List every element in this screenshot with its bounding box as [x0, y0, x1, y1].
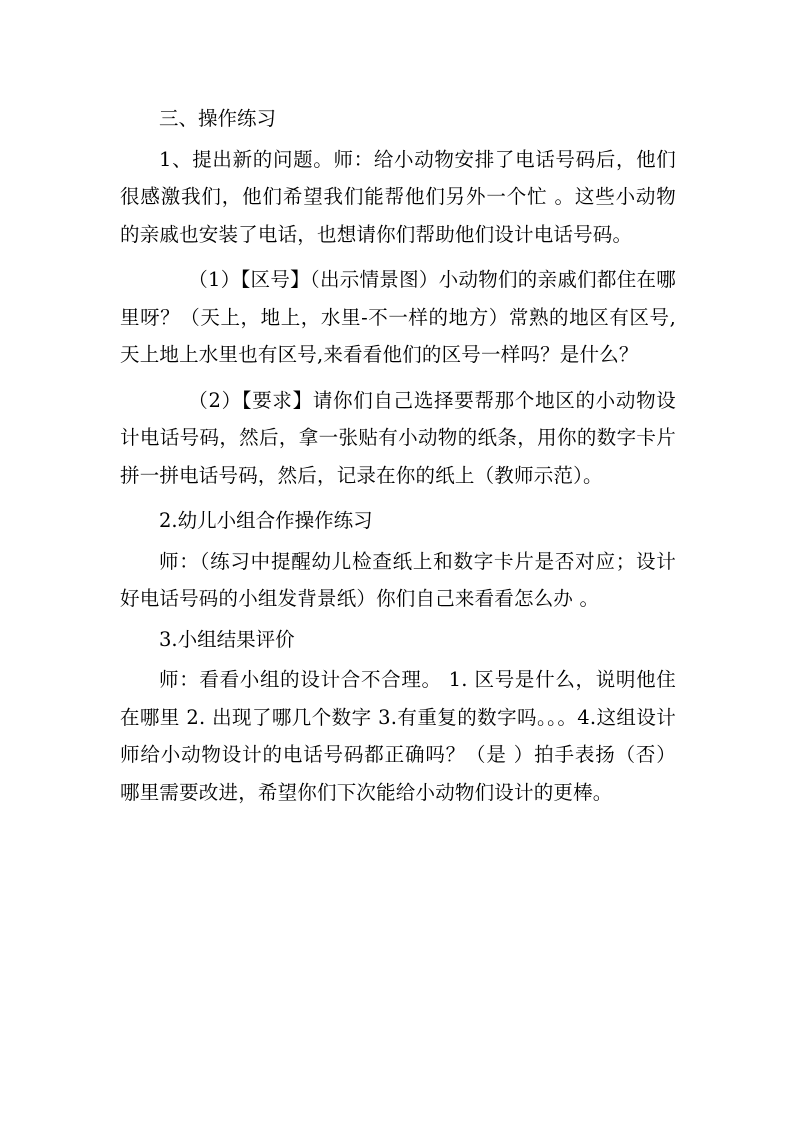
paragraph-group-evaluation: 师：看看小组的设计合不合理。 1. 区号是什么，说明他住在哪里 2. 出现了哪几个数字 3.有重复的数字吗。。。4.这组设计师给小动物设计的电话号码都正确吗？（是 ）拍手表扬（否）哪里需要改进，希望你们下次能给小动物们设计的更棒。 [120, 668, 676, 804]
subheading-group-practice: 2.幼儿小组合作操作练习 [159, 509, 373, 532]
subheading-group-evaluation: 3.小组结果评价 [159, 627, 295, 651]
paragraph-requirements: （2）【要求】请你们自己选择要帮那个地区的小动物设计电话号码，然后，拿一张贴有小动物的纸条，用你的数字卡片拼一拼电话号码，然后，记录在你的纸上（教师示范）。 [120, 388, 676, 487]
section-title: 三、操作练习 [159, 107, 277, 130]
paragraph-problem-intro: 1、提出新的问题。师：给小动物安排了电话号码后，他们很感激我们，他们希望我们能帮他们另外一个忙 。这些小动物的亲戚也安装了电话，也想请你们帮助他们设计电话号码。 [120, 147, 676, 246]
document-body [120, 100, 676, 811]
paragraph-area-code: （1）【区号】（出示情景图）小动物们的亲戚们都住在哪里呀？（天上，地上，水里-不一样的地方）常熟的地区有区号,天上地上水里也有区号,来看看他们的区号一样吗？是什么？ [120, 268, 676, 366]
paragraph-group-practice: 师：（练习中提醒幼儿检查纸上和数字卡片是否对应；设计好电话号码的小组发背景纸）你们自己来看看怎么办 。 [120, 549, 676, 610]
